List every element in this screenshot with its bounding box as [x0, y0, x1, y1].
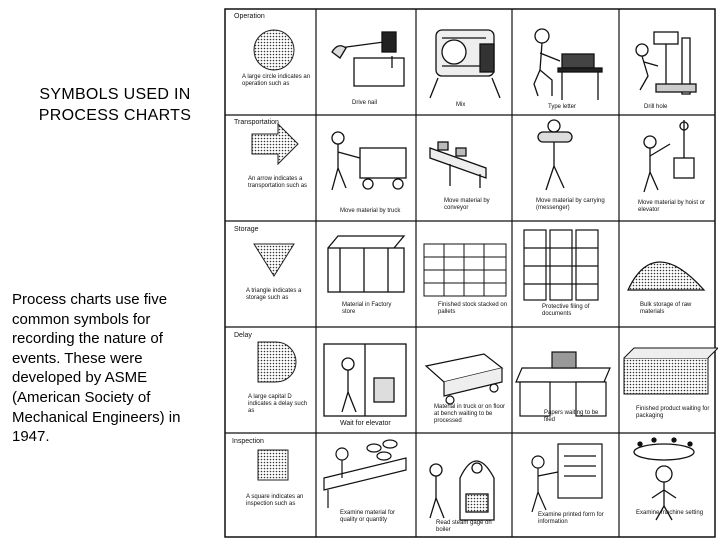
factory-store-illustration [328, 236, 404, 292]
drill-hole-illustration [636, 32, 696, 94]
transportation-arrow-icon [252, 124, 298, 164]
symbol-name-delay: Delay [234, 332, 252, 339]
example-label: Drive nail [352, 100, 378, 106]
process-chart-symbols-figure [224, 8, 718, 540]
machine-setting-illustration [634, 438, 694, 520]
example-label: Examine printed form for information [538, 512, 604, 525]
truck-illustration [332, 132, 406, 190]
operation-circle-icon [254, 30, 294, 70]
example-label: Finished product waiting for packaging [636, 406, 710, 419]
symbol-desc-operation: A large circle indicates an operation such as [242, 74, 311, 87]
example-label: Move material by hoist or elevator [638, 200, 706, 213]
truck-waiting-illustration [426, 354, 502, 404]
example-label: Move material by truck [340, 208, 401, 214]
slide-title [10, 84, 220, 126]
example-label: Material in truck or on floor at bench waiting to be processed [434, 404, 506, 424]
example-label: Examine material for quality or quantity [340, 510, 396, 523]
title-line-2: PROCESS CHARTS [38, 107, 192, 124]
symbol-desc-delay: A large capital D indicates a delay such as [248, 394, 308, 414]
papers-waiting-illustration [516, 352, 610, 416]
filing-cabinets-illustration [524, 230, 598, 300]
example-label: Type letter [548, 104, 577, 110]
symbol-name-inspection: Inspection [232, 438, 264, 445]
steam-gage-illustration [430, 461, 494, 520]
carrying-illustration [538, 120, 572, 190]
type-letter-illustration [534, 29, 602, 100]
title-line-1: SYMBOLS USED IN [39, 86, 191, 103]
example-label: Papers waiting to be filed [544, 410, 599, 423]
example-label: Drill hole [644, 104, 668, 110]
wait-elevator-illustration [324, 344, 406, 416]
mix-illustration [430, 30, 500, 98]
symbol-name-operation: Operation [234, 13, 265, 20]
examine-material-illustration [324, 440, 406, 508]
symbol-name-transportation: Transportation [234, 119, 279, 126]
example-label: Material in Factory store [342, 302, 392, 315]
finished-product-illustration [624, 348, 718, 394]
example-label: Mix [456, 102, 466, 108]
symbol-desc-inspection: A square indicates an inspection such as [246, 494, 304, 507]
example-label: Finished stock stacked on pallets [438, 302, 508, 315]
conveyor-illustration [430, 142, 486, 188]
storage-triangle-icon [254, 244, 294, 276]
symbol-name-storage: Storage [234, 226, 259, 233]
example-label: Move material by carrying (messenger) [536, 198, 605, 211]
example-label: Protective filing of documents [542, 304, 590, 317]
example-label: Examine machine setting [636, 510, 704, 516]
inspection-square-icon [258, 450, 288, 480]
symbol-desc-storage: A triangle indicates a storage such as [246, 288, 302, 301]
delay-d-icon [258, 342, 296, 382]
description-text: Process charts use five common symbols for recording the nature of events. These were developed by ASME (American Society of Mechanical Engineers) in 1947. [12, 291, 181, 446]
printed-form-illustration [532, 444, 602, 512]
example-label: Wait for elevator [340, 420, 391, 427]
drive-nail-illustration [332, 32, 404, 86]
bulk-storage-illustration [628, 262, 704, 290]
example-label: Move material by conveyor [444, 198, 490, 211]
example-label: Read steam gage on boiler [436, 520, 492, 533]
stacked-pallets-illustration [424, 244, 506, 296]
symbol-desc-transportation: An arrow indicates a transportation such as [248, 176, 308, 189]
example-label: Bulk storage of raw materials [640, 302, 692, 315]
hoist-illustration [644, 120, 694, 192]
